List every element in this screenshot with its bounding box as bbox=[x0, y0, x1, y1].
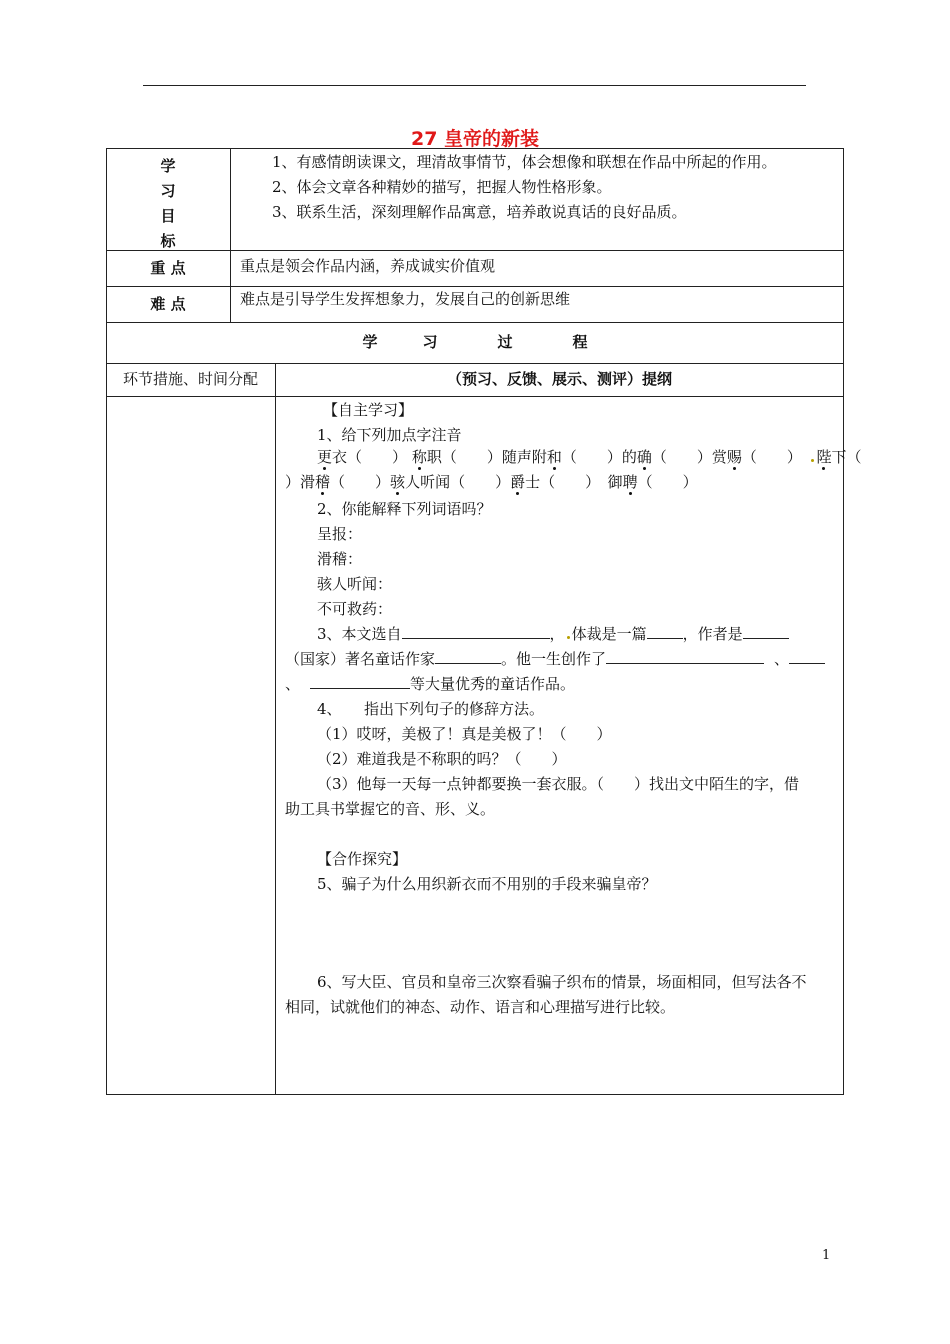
question-5: 5、骗子为什么用织新衣而不用别的手段来骗皇帝？ bbox=[317, 875, 657, 893]
pinyin-blank: 士（ ） 御 bbox=[525, 473, 623, 491]
header-rule bbox=[143, 85, 806, 86]
key-point-text: 重点是领会作品内涵，养成诚实价值观 bbox=[240, 257, 496, 275]
goals-label-char: 目 bbox=[160, 207, 176, 225]
row-divider bbox=[106, 363, 844, 364]
q3-text: ，作者是 bbox=[682, 625, 743, 643]
answer-blank[interactable] bbox=[402, 623, 550, 639]
pinyin-blank: （ ） bbox=[637, 473, 698, 491]
question-3-line-2 bbox=[285, 647, 825, 672]
q3-text: 3、本文选自 bbox=[317, 625, 402, 643]
difficulty-label: 难 点 bbox=[150, 295, 186, 313]
pinyin-line-1 bbox=[317, 445, 861, 470]
dotted-char: 骇 bbox=[390, 473, 406, 491]
dotted-char: 聘 bbox=[622, 473, 638, 491]
q3-text: 等大量优秀的童话作品。 bbox=[410, 675, 576, 693]
goal-line: 2、体会文章各种精妙的描写，把握人物性格形象。 bbox=[272, 178, 612, 196]
q3-text: ， bbox=[549, 625, 565, 643]
pinyin-blank: （ ）赏 bbox=[651, 448, 727, 466]
row-divider bbox=[106, 396, 844, 397]
question-4-item: （3）他每一天每一点钟都要换一套衣服。（ ）找出文中陌生的字，借 bbox=[317, 775, 800, 793]
right-column-header: （预习、反馈、展示、测评）提纲 bbox=[446, 370, 672, 388]
word-item: 呈报： bbox=[317, 525, 363, 543]
answer-blank[interactable] bbox=[647, 623, 683, 639]
answer-blank[interactable] bbox=[435, 648, 501, 664]
word-item: 不可救药： bbox=[317, 600, 393, 618]
goals-label-char: 习 bbox=[160, 182, 176, 200]
pinyin-blank: （ ） bbox=[330, 473, 391, 491]
q3-text: （国家）著名童话作家 bbox=[285, 650, 436, 668]
page-title: 27 皇帝的新装 bbox=[410, 128, 540, 150]
left-column-header: 环节措施、时间分配 bbox=[122, 370, 258, 388]
question-4-item: （2）难道我是不称职的吗？（ ） bbox=[317, 750, 567, 768]
pinyin-blank: 下（ bbox=[831, 448, 862, 466]
question-4-item: （1）哎呀，美极了！真是美极了！（ ） bbox=[317, 725, 612, 743]
question-6: 6、写大臣、官员和皇帝三次察看骗子织布的情景，场面相同，但写法各不 bbox=[317, 973, 807, 991]
q3-text: 体裁是一篇 bbox=[571, 625, 647, 643]
question-1: 1、给下列加点字注音 bbox=[317, 426, 462, 444]
stray-mark bbox=[811, 459, 814, 462]
process-header: 学 习 过 程 bbox=[362, 333, 588, 351]
dotted-char: 爵 bbox=[510, 473, 526, 491]
dotted-char: 确 bbox=[636, 448, 652, 466]
key-point-label: 重 点 bbox=[150, 259, 186, 277]
col-divider bbox=[275, 363, 276, 1095]
dotted-char: 和 bbox=[546, 448, 562, 466]
page-number: 1 bbox=[822, 1248, 831, 1263]
goal-line: 1、有感情朗读课文，理清故事情节，体会想像和联想在作品中所起的作用。 bbox=[272, 153, 777, 171]
q3-text: 、 bbox=[285, 675, 301, 693]
q3-text: 、 bbox=[774, 650, 790, 668]
goal-line: 3、联系生活，深刻理解作品寓意，培养敢说真话的良好品质。 bbox=[272, 203, 687, 221]
pinyin-blank: 衣（ ） bbox=[332, 448, 408, 466]
dotted-char: 稽 bbox=[315, 473, 331, 491]
dotted-char: 赐 bbox=[726, 448, 742, 466]
q3-text: 。他一生创作了 bbox=[501, 650, 607, 668]
coop-heading: 【合作探究】 bbox=[317, 850, 408, 868]
question-3-line-1 bbox=[317, 622, 789, 647]
word-item: 滑稽： bbox=[317, 550, 363, 568]
row-divider bbox=[106, 322, 844, 323]
answer-blank[interactable] bbox=[789, 648, 825, 664]
goals-label-char: 学 bbox=[160, 157, 176, 175]
answer-blank[interactable] bbox=[606, 648, 764, 664]
pinyin-blank: （ ）的 bbox=[561, 448, 637, 466]
question-2: 2、你能解释下列词语吗？ bbox=[317, 500, 492, 518]
dotted-char: 更 bbox=[317, 448, 333, 466]
dotted-char: 称 bbox=[411, 448, 427, 466]
pinyin-blank: 人听闻（ ） bbox=[405, 473, 511, 491]
answer-blank[interactable] bbox=[743, 623, 789, 639]
pinyin-blank: （ ） bbox=[741, 448, 810, 466]
word-item: 骇人听闻： bbox=[317, 575, 393, 593]
pinyin-blank: 职（ ）随声附 bbox=[426, 448, 547, 466]
col-divider bbox=[230, 148, 231, 322]
difficulty-text: 难点是引导学生发挥想象力，发展自己的创新思维 bbox=[240, 290, 571, 308]
self-study-heading: 【自主学习】 bbox=[323, 401, 414, 419]
goals-label-char: 标 bbox=[160, 232, 176, 250]
question-6-cont: 相同，试就他们的神态、动作、语言和心理描写进行比较。 bbox=[285, 998, 676, 1016]
answer-blank[interactable] bbox=[310, 673, 410, 689]
pinyin-blank: ）滑 bbox=[285, 473, 316, 491]
question-4: 4、 指出下列句子的修辞方法。 bbox=[317, 700, 545, 718]
question-3-line-3 bbox=[285, 672, 575, 697]
pinyin-line-2 bbox=[285, 470, 698, 495]
stray-mark bbox=[567, 636, 570, 639]
dotted-char: 陛 bbox=[816, 448, 832, 466]
question-4-item-cont: 助工具书掌握它的音、形、义。 bbox=[285, 800, 496, 818]
